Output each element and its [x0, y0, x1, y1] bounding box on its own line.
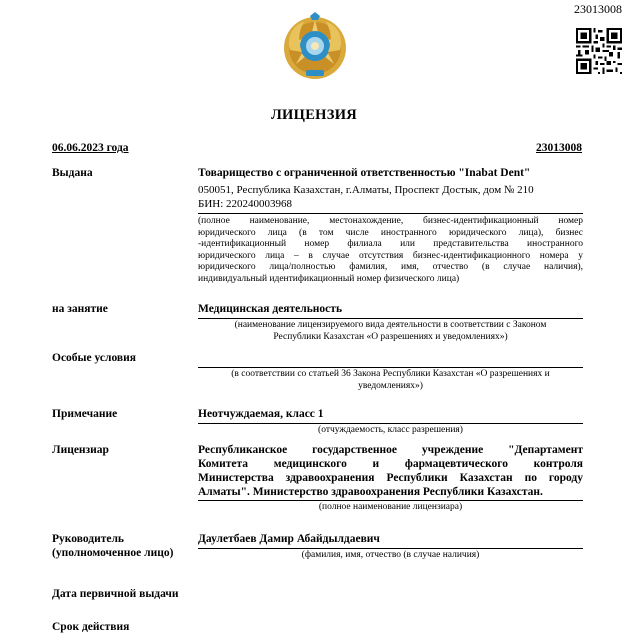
conditions-note-line: (в соответствии со статьей 36 Закона Республики Казахстан «О разрешениях и — [231, 369, 550, 379]
state-emblem — [282, 12, 348, 82]
first-issue-label: Дата первичной выдачи — [52, 588, 179, 600]
remark-note: (отчуждаемость, класс разрешения) — [318, 425, 463, 435]
activity-rule — [198, 318, 583, 319]
activity-value: Медицинская деятельность — [198, 303, 343, 315]
licensor-line: Республиканское государственное учреждение "Департамент — [198, 444, 583, 456]
licensor-note: (полное наименование лицензиара) — [318, 502, 463, 512]
remark-value: Неотчуждаемая, класс 1 — [198, 408, 324, 420]
issued-note-line: юридического лица/полностью фамилия, имя, отчество (в случае наличия), — [198, 262, 583, 272]
conditions-label: Особые условия — [52, 352, 136, 364]
issued-note-line: индивидуальный идентификационный номер физического лица) — [198, 273, 460, 284]
remark-rule — [198, 423, 583, 424]
document-number: 23013008 — [574, 2, 622, 16]
qr-code — [576, 28, 622, 74]
issued-note-line: (полное наименование, местонахождение, бизнес-идентификационный номер — [198, 216, 583, 226]
activity-label: на занятие — [52, 303, 108, 315]
issue-date: 06.06.2023 года — [52, 142, 129, 154]
licensee-bin: БИН: 220240003968 — [198, 198, 293, 210]
head-label-line: (уполномоченное лицо) — [52, 547, 174, 559]
licensee-name: Товарищество с ограниченной ответственностью "Inabat Dent" — [198, 167, 531, 179]
licensor-label: Лицензиар — [52, 444, 109, 456]
issued-note-line: юридического лица (в том числе иностранного юридического лица), бизнес — [198, 227, 583, 238]
activity-note-line: Республики Казахстан «О разрешениях и уведомлениях») — [273, 331, 508, 342]
licensor-line: Алматы". Министерство здравоохранения Республики Казахстан. — [198, 486, 543, 498]
document-title: ЛИЦЕНЗИЯ — [270, 107, 358, 123]
issued-label: Выдана — [52, 167, 93, 179]
issued-note-line: -идентификационный номер филиала или представительства иностранного — [198, 239, 583, 249]
conditions-note — [198, 369, 583, 392]
remark-label: Примечание — [52, 408, 118, 420]
licensor-rule — [198, 500, 583, 501]
head-name: Даулетбаев Дамир Абайдылдаевич — [198, 533, 380, 545]
licensee-address: 050051, Республика Казахстан, г.Алматы, Проспект Достык, дом № 210 — [198, 184, 534, 196]
issued-note — [198, 216, 583, 285]
conditions-note-line: уведомлениях») — [358, 380, 423, 391]
activity-note — [198, 320, 583, 343]
licensor-line: Министерства здравоохранения Республики Казахстан по городу — [198, 472, 583, 484]
conditions-rule — [198, 367, 583, 368]
head-label-line: Руководитель — [52, 533, 124, 545]
licensor-value — [198, 443, 583, 499]
head-label — [52, 532, 173, 560]
licensor-line: Комитета медицинского и фармацевтического контроля — [198, 458, 583, 470]
head-rule — [198, 548, 583, 549]
head-note: (фамилия, имя, отчество (в случае наличия) — [301, 550, 480, 560]
issued-note-line: юридического лица – в случае отсутствия бизнес-идентификационного номера у — [198, 250, 583, 261]
activity-note-line: (наименование лицензируемого вида деятельности в соответствии с Законом — [234, 320, 547, 330]
issued-rule — [198, 213, 583, 214]
validity-label: Срок действия — [52, 621, 130, 633]
registration-number: 23013008 — [536, 142, 582, 154]
